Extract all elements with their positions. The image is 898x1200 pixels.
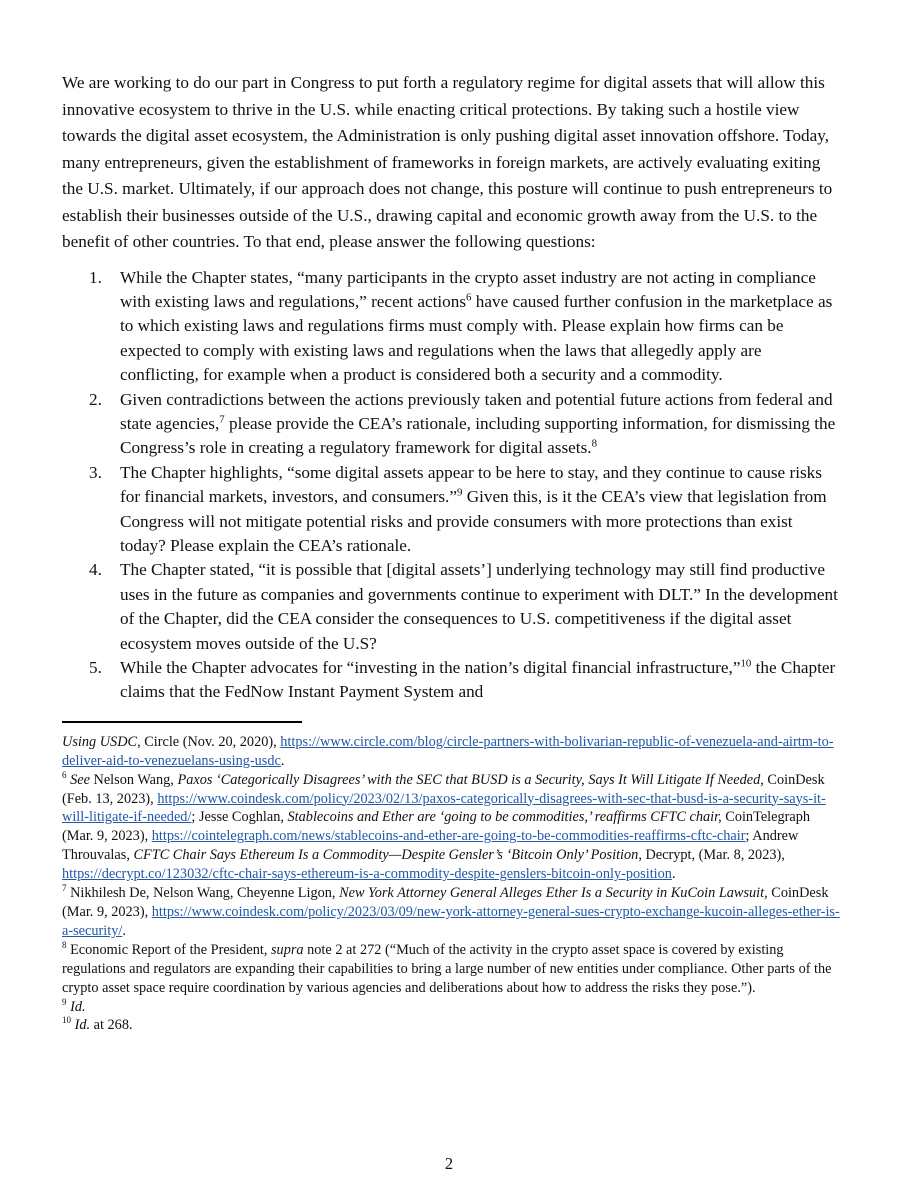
text-segment: at 268. [90, 1017, 133, 1034]
question-item [62, 558, 842, 656]
text-segment: CoinDesk (Mar. 9, 2023), [62, 885, 829, 920]
hyperlink[interactable]: https://decrypt.co/123032/cftc-chair-says-ethereum-is-a-commodity-despite-genslers-bitcoin-only-position [62, 866, 672, 883]
footnote-reference: 8 [591, 437, 597, 450]
hyperlink[interactable]: https://cointelegraph.com/news/stablecoins-and-ether-are-going-to-be-commodities-reaffirms-cftc-chair [151, 828, 746, 845]
text-segment: Id. [70, 998, 86, 1015]
question-text [120, 656, 842, 705]
question-text [120, 388, 842, 461]
text-segment: . [671, 866, 676, 883]
text-segment: Economic Report of the President, [66, 941, 271, 958]
question-number: 5. [89, 658, 102, 677]
question-item [62, 461, 842, 559]
hyperlink[interactable]: https://www.coindesk.com/policy/2023/02/13/paxos-categorically-disagrees-with-sec-that-busd-is-a-security-says-it-will-litigate-if-needed/ [62, 790, 826, 826]
text-segment: ; Andrew Throuvalas, [62, 828, 799, 864]
text-segment: CFTC Chair Says Ethereum Is a Commodity—Despite Gensler’s ‘Bitcoin Only’ Position [133, 847, 639, 864]
question-number: 1. [89, 267, 102, 287]
question-number: 2. [89, 389, 102, 409]
text-segment: Nikhilesh De, Nelson Wang, Cheyenne Ligon, [66, 885, 340, 902]
page-content [62, 70, 842, 1035]
text-segment: ; Jesse Coghlan, [191, 809, 288, 826]
footnote-reference: 6 [62, 769, 67, 780]
text-segment: The Chapter highlights, “some digital assets appear to be here to stay, and they continue to cause risks for financial markets, investors, and consumers.” [120, 462, 822, 507]
footnote [62, 1016, 842, 1035]
text-segment: Paxos ‘Categorically Disagrees’ with the SEC that BUSD is a Security, Says It Will Litigate If Needed, [177, 771, 764, 788]
text-segment: See [70, 771, 90, 788]
footnote-reference: 10 [62, 1015, 71, 1026]
question-item [62, 656, 842, 705]
hyperlink[interactable]: https://www.coindesk.com/policy/2023/03/09/new-york-attorney-general-sues-crypto-exchange-kucoin-alleges-ether-is-a-security/ [62, 903, 840, 939]
text-segment: have caused further confusion in the marketplace as to which existing laws and regulations firms must comply with. Please explain how firms can be expected to comply with existing laws and regulations when the laws that allegedly apply are conflicting, for example when a product is considered both a security and a commodity. [120, 291, 833, 385]
text-segment: Given contradictions between the actions previously taken and potential future actions from federal and state agencies, [120, 389, 833, 433]
intro-paragraph: We are working to do our part in Congress to put forth a regulatory regime for digital assets that will allow this innovative ecosystem to thrive in the U.S. while enacting critical protections. By taking such a hostile view towards the digital asset ecosystem, the Administration is only pushing digital asset innovation offshore. Today, many entrepreneurs, given the establishment of frameworks in foreign markets, are actively evaluating exiting the U.S. market. Ultimately, if our approach does not change, this posture will continue to push entrepreneurs to establish their businesses outside of the U.S., drawing capital and economic growth away from the U.S. to the benefit of other countries. To that end, please answer the following questions: [62, 73, 833, 251]
footnote-reference: 8 [62, 940, 67, 951]
text-segment: Circle (Nov. 20, 2020), [140, 733, 281, 750]
text-segment: CoinTelegraph (Mar. 9, 2023), [62, 809, 811, 845]
question-number: 4. [89, 560, 102, 580]
footnote-reference: 7 [62, 883, 67, 894]
text-segment: supra [270, 941, 304, 958]
hyperlink[interactable]: https://www.circle.com/blog/circle-partners-with-bolivarian-republic-of-venezuela-and-airtm-to-deliver-aid-to-venezuelans-using-usdc [62, 733, 834, 769]
text-segment: New York Attorney General Alleges Ether Is a Security in KuCoin Lawsuit, [339, 885, 768, 902]
text-segment: note 2 at 272 (“Much of the activity in the crypto asset space is covered by existing regulations and regulators are expanding their capabilities to bring a large number of new entities under compliance. Other parts of the crypto asset space require coordination by various agencies and deliberations about how to address the risks they pose.”). [62, 941, 832, 996]
footnote-reference: 6 [466, 291, 472, 304]
questions-list [62, 266, 842, 705]
text-segment: Using USDC, [62, 733, 141, 750]
text-segment: Stablecoins and Ether are ‘going to be commodities,’ reaffirms CFTC chair, [287, 809, 722, 826]
text-segment: While the Chapter advocates for “investing in the nation’s digital financial infrastructure,” [120, 658, 741, 677]
text-segment: . [122, 922, 126, 939]
question-item [62, 266, 842, 388]
footnote-reference: 10 [740, 657, 752, 670]
footnote [62, 941, 842, 998]
footnote-separator [62, 721, 302, 723]
footnote [62, 733, 842, 771]
footnotes-section [62, 733, 842, 1036]
text-segment: . [280, 752, 285, 769]
footnote [62, 771, 842, 884]
text-segment: please provide the CEA’s rationale, including supporting information, for dismissing the Congress’s role in creating a regulatory framework for digital assets. [120, 413, 836, 458]
text-segment: Id. [74, 1017, 91, 1034]
question-text [120, 558, 842, 656]
question-text [120, 461, 842, 559]
question-item [62, 388, 842, 461]
footnote-reference: 9 [456, 486, 463, 499]
text-segment: , Decrypt, (Mar. 8, 2023), [638, 847, 785, 864]
footnote-reference: 9 [62, 996, 67, 1007]
text-segment: the Chapter claims that the FedNow Instant Payment System and [120, 658, 836, 702]
footnote [62, 884, 842, 941]
page-number: 2 [444, 1154, 454, 1173]
text-segment: Nelson Wang, [89, 771, 178, 788]
question-text [120, 266, 842, 388]
question-number: 3. [89, 462, 102, 482]
footnote-reference: 7 [219, 413, 225, 426]
text-segment: The Chapter stated, “it is possible that [digital assets’] underlying technology may still find productive uses in the future as companies and governments continue to experiment with DLT.” In the development of the Chapter, did the CEA consider the consequences to U.S. competitiveness if the digital asset ecosystem moves outside of the U.S? [120, 560, 838, 653]
text-segment: CoinDesk (Feb. 13, 2023), [62, 771, 825, 807]
text-segment: While the Chapter states, “many participants in the crypto asset industry are not acting in compliance with existing laws and regulations,” recent actions [120, 267, 816, 311]
footnote [62, 998, 842, 1017]
text-segment: Given this, is it the CEA’s view that legislation from Congress will not mitigate potential risks and provide consumers with more protections than exist today? Please explain the CEA’s rationale. [120, 487, 827, 555]
